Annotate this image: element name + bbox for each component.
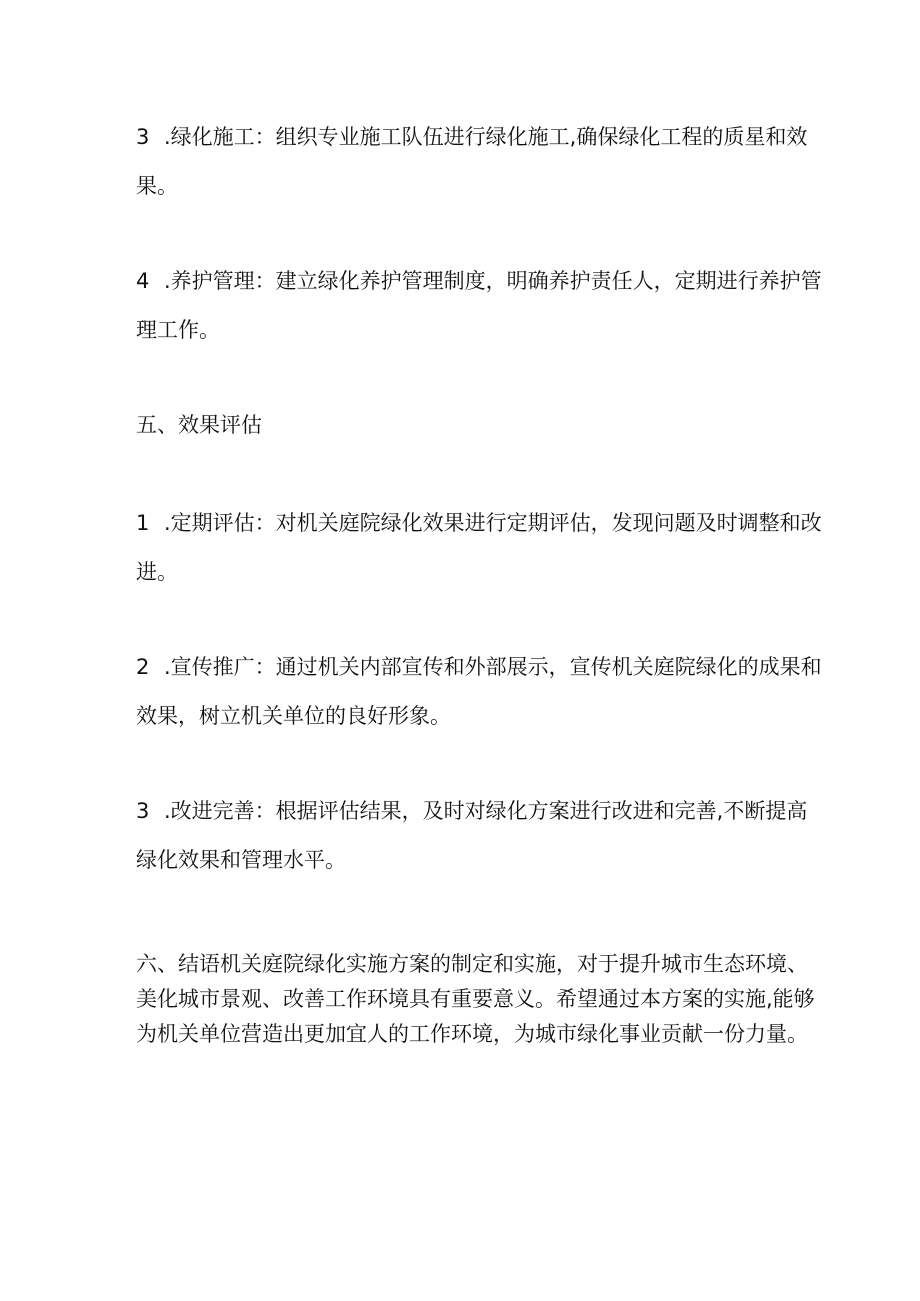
evaluation-item-1-line-1 <box>136 508 822 538</box>
conclusion-line-2: 美化城市景观、改善工作环境具有重要意义。希望通过本方案的实施,能够 <box>136 987 815 1011</box>
evaluation-item-3-line-1 <box>136 796 816 826</box>
item-number: 2 <box>136 655 150 679</box>
conclusion-line-3: 为机关单位营造出更加宜人的工作环境，为城市绿化事业贡献一份力量。 <box>136 1022 808 1046</box>
item-text: .改进完善：根据评估结果，及时对绿化方案进行改进和完善,不断提高 <box>164 799 808 823</box>
evaluation-item-3-line-2: 绿化效果和管理水平。 <box>136 848 346 872</box>
item-number: 3 <box>136 799 150 823</box>
item-3-construction-line-2: 果。 <box>136 174 178 198</box>
item-number: 3 <box>136 125 150 149</box>
evaluation-item-2-line-2: 效果，树立机关单位的良好形象。 <box>136 704 451 728</box>
item-4-maintenance-line-2: 理工作。 <box>136 318 220 342</box>
item-text: .绿化施工：组织专业施工队伍进行绿化施工,确保绿化工程的质星和效 <box>164 125 808 149</box>
item-text: .养护管理：建立绿化养护管理制度，明确养护责任人，定期进行养护管 <box>164 269 822 293</box>
item-3-construction-line-1 <box>136 122 816 152</box>
evaluation-item-1-line-2: 进。 <box>136 560 178 584</box>
item-number: 1 <box>136 511 150 535</box>
section-5-heading: 五、效果评估 <box>136 413 262 437</box>
conclusion-line-1: 六、结语机关庭院绿化实施方案的制定和实施，对于提升城市生态环境、 <box>136 952 808 976</box>
evaluation-item-2-line-1 <box>136 652 822 682</box>
item-4-maintenance-line-1 <box>136 266 822 296</box>
item-text: .宣传推广：通过机关内部宣传和外部展示，宣传机关庭院绿化的成果和 <box>164 655 822 679</box>
item-number: 4 <box>136 269 150 293</box>
item-text: .定期评估：对机关庭院绿化效果进行定期评估，发现问题及时调整和改 <box>164 511 822 535</box>
